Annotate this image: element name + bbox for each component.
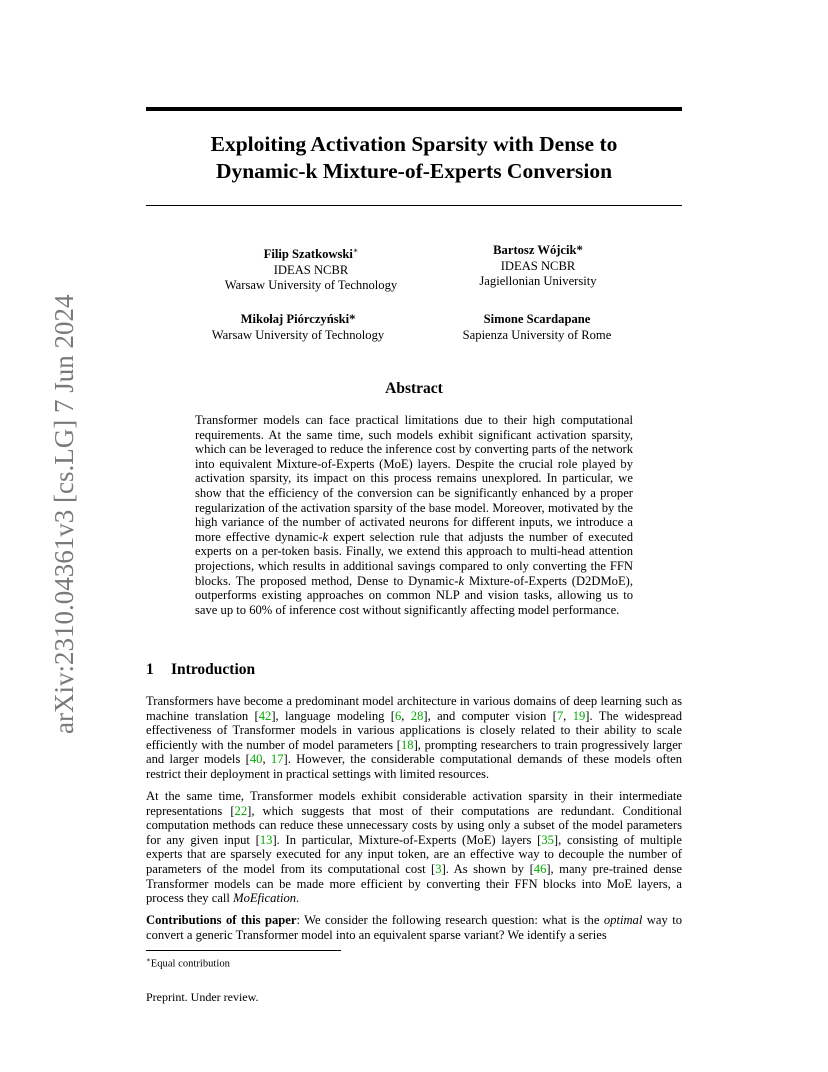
- section-number: 1: [146, 661, 154, 678]
- citation-link[interactable]: 46: [533, 861, 547, 876]
- footnote: ∗Equal contribution: [146, 956, 230, 970]
- author-affiliation: IDEAS NCBR: [273, 262, 349, 277]
- title-line-2: Dynamic-k Mixture-of-Experts Conversion: [215, 159, 613, 183]
- citation-link[interactable]: 22: [234, 803, 248, 818]
- citation-link[interactable]: 35: [541, 832, 554, 847]
- citation-link[interactable]: 7: [556, 708, 564, 723]
- citation-link[interactable]: 42: [258, 708, 272, 723]
- author-block: [408, 243, 668, 290]
- citation-link[interactable]: 13: [259, 832, 273, 847]
- author-name: Mikołaj Piórczyński*: [240, 312, 356, 326]
- citation-link[interactable]: 17: [270, 752, 284, 767]
- abstract-heading: Abstract: [385, 380, 443, 397]
- arxiv-stamp: arXiv:2310.04361v3 [cs.LG] 7 Jun 2024: [49, 294, 79, 734]
- abstract-text: Transformer models can face practical limitations due to their high computational requirements. At the same time, such models exhibit significant activation sparsity, which can be leveraged to reduce the inference cost by converting parts of the network into equivalent Mixture-of-Experts (MoE) layers. Despite the crucial role played by activation sparsity, its impact on this process remains unexplored. In particular, we show that the efficiency of the conversion can be significantly enhanced by a proper regularization of the activation sparsity of the base model. Moreover, motivated by the high variance of the number of activated neurons for different inputs, we introduce a more effective dynamic-k expert selection rule that adjusts the number of executed experts on a per-token basis. Finally, we extend this approach to multi-head attention projections, which results in additional savings compared to only converting the FFN blocks. The proposed method, Dense to Dynamic-k Mixture-of-Experts (D2DMoE), outperforms existing approaches on common NLP and vision tasks, allowing us to save up to 60% of inference cost without significantly affecting model performance.: [195, 413, 633, 617]
- paper-title: [146, 131, 682, 185]
- author-name: Bartosz Wójcik*: [493, 243, 583, 257]
- preprint-note: Preprint. Under review.: [146, 990, 259, 1004]
- citation-link[interactable]: 40: [249, 752, 263, 767]
- author-name: Filip Szatkowski∗: [263, 246, 359, 262]
- author-name: Simone Scardapane: [483, 312, 591, 326]
- section-heading: [146, 660, 255, 680]
- citation-link[interactable]: 6: [394, 708, 402, 723]
- author-affiliation: Jagiellonian University: [479, 274, 597, 289]
- section-title: Introduction: [171, 661, 256, 678]
- author-block: [407, 312, 667, 343]
- author-affiliation: Warsaw University of Technology: [224, 278, 398, 293]
- paragraph: Transformers have become a predominant model architecture in various domains of deep learning such as machine translation [42], language modeling [6, 28], and computer vision [7, 19]. The widespread effectiveness of Transformer models in various applications is closely related to their ability to scale efficiently with the number of model parameters [18], prompting researchers to train progressively larger and larger models [40, 17]. However, the considerable computational demands of these models often restrict their deployment in practical settings with limited resources.: [146, 694, 683, 781]
- paragraph: Contributions of this paper: We consider the following research question: what is the optimal way to convert a generic Transformer model into an equivalent sparse variant? We identify a series: [146, 913, 682, 942]
- citation-link[interactable]: 28: [410, 708, 424, 723]
- author-affiliation: Sapienza University of Rome: [462, 327, 612, 342]
- footnote-rule: [146, 950, 341, 951]
- citation-link[interactable]: 3: [435, 861, 442, 876]
- title-line-1: Exploiting Activation Sparsity with Dense to: [210, 132, 618, 156]
- title-bottom-rule: [146, 205, 682, 206]
- citation-link[interactable]: 18: [400, 737, 414, 752]
- author-affiliation: Warsaw University of Technology: [211, 327, 385, 342]
- paragraph: At the same time, Transformer models exhibit considerable activation sparsity in their intermediate representations [22], which suggests that most of their computations are redundant. Conditional computation methods can reduce these unnecessary costs by using only a subset of the model parameters for any given input [13]. In particular, Mixture-of-Experts (MoE) layers [35], consisting of multiple experts that are sparsely executed for any input token, are an effective way to decouple the number of parameters of the model from its computational cost [3]. As shown by [46], many pre-trained dense Transformer models can be made more efficient by converting their FFN blocks into MoE layers, a process they call MoEfication.: [146, 789, 683, 906]
- title-top-rule: [146, 107, 682, 111]
- author-block: [168, 312, 428, 343]
- author-block: [181, 243, 441, 294]
- citation-link[interactable]: 19: [572, 708, 586, 723]
- author-affiliation: IDEAS NCBR: [500, 258, 576, 273]
